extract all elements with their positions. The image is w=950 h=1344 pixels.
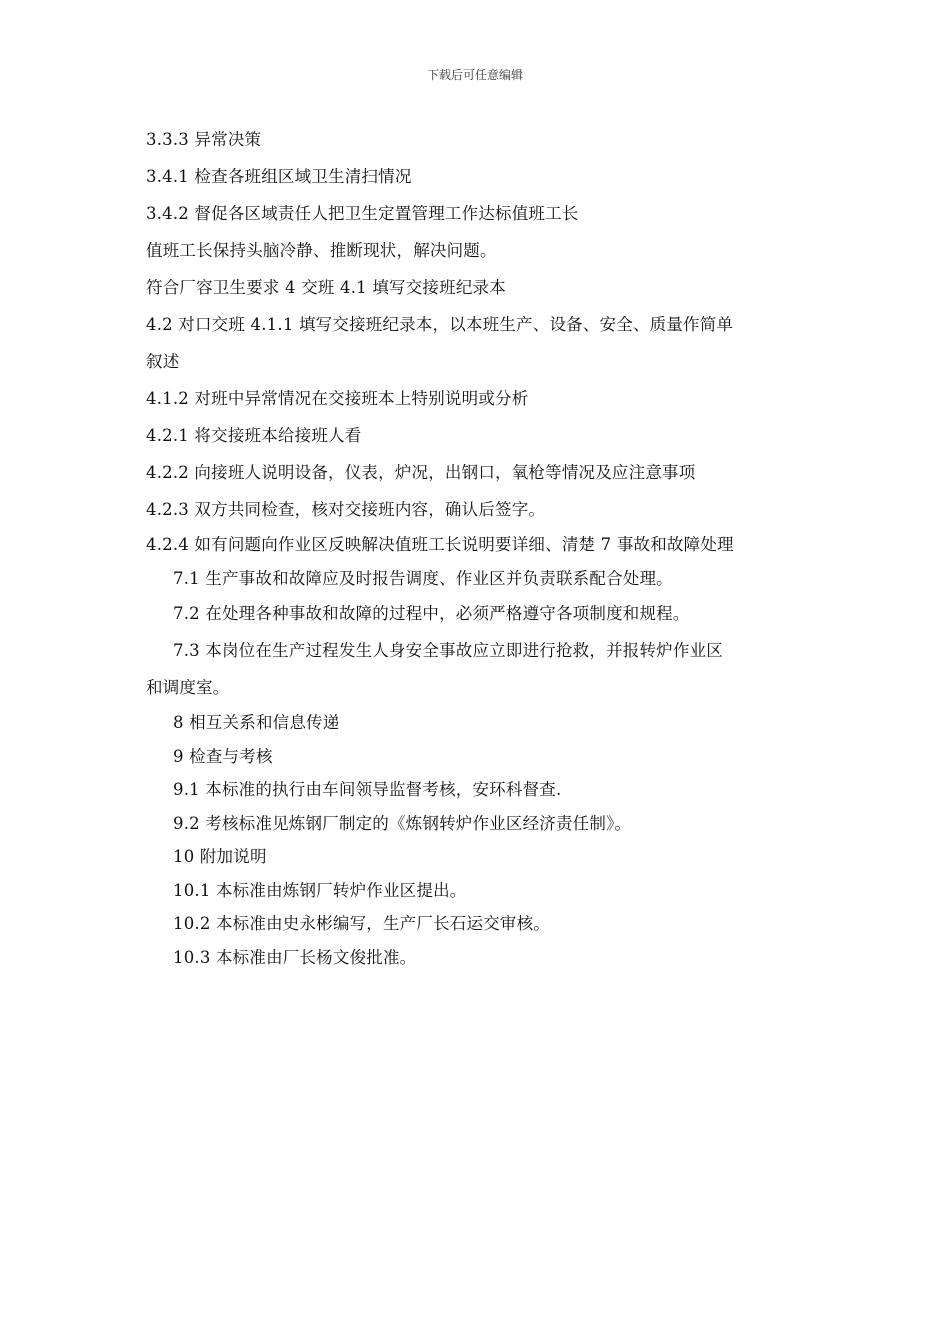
text-line: 10.1 本标准由炼钢厂转炉作业区提出。	[173, 880, 467, 900]
text-line: 4.2.4 如有问题向作业区反映解决值班工长说明要详细、清楚 7 事故和故障处理	[146, 535, 734, 554]
text-line: 3.3.3 异常决策	[146, 130, 262, 149]
text-line: 4.2 对口交班 4.1.1 填写交接班纪录本，以本班生产、设备、安全、质量作简单	[146, 315, 734, 334]
text-line: 4.1.2 对班中异常情况在交接班本上特别说明或分析	[146, 389, 529, 408]
text-line: 7.3 本岗位在生产过程发生人身安全事故应立即进行抢救，并报转炉作业区	[173, 641, 723, 660]
text-line: 叙述	[146, 352, 180, 371]
text-line: 10 附加说明	[173, 847, 267, 866]
text-line: 9 检查与考核	[173, 746, 273, 766]
text-line: 值班工长保持头脑冷静、推断现状，解决问题。	[146, 241, 497, 260]
document-body	[146, 121, 810, 974]
text-line: 9.1 本标准的执行由车间领导监督考核，安环科督查.	[173, 780, 562, 799]
text-line: 9.2 考核标准见炼钢厂制定的《炼钢转炉作业区经济责任制》。	[173, 813, 632, 833]
text-line: 7.1 生产事故和故障应及时报告调度、作业区并负责联系配合处理。	[173, 568, 673, 588]
text-line: 8 相互关系和信息传递	[173, 713, 340, 732]
text-line: 10.3 本标准由厂长杨文俊批准。	[173, 947, 417, 967]
header-note: 下载后可任意编辑	[426, 68, 523, 82]
text-line: 7.2 在处理各种事故和故障的过程中，必须严格遵守各项制度和规程。	[173, 604, 690, 623]
text-line: 3.4.1 检查各班组区域卫生清扫情况	[146, 167, 412, 186]
text-line: 符合厂容卫生要求 4 交班 4.1 填写交接班纪录本	[146, 278, 506, 297]
text-line: 3.4.2 督促各区域责任人把卫生定置管理工作达标值班工长	[146, 204, 579, 223]
text-line: 4.2.3 双方共同检查，核对交接班内容，确认后签字。	[146, 500, 546, 519]
text-line: 4.2.2 向接班人说明设备，仪表，炉况，出钢口，氧枪等情况及应注意事项	[146, 463, 696, 482]
text-line: 和调度室。	[146, 678, 230, 697]
text-line: 10.2 本标准由史永彬编写，生产厂长石运交审核。	[173, 914, 550, 933]
text-line: 4.2.1 将交接班本给接班人看	[146, 426, 362, 445]
